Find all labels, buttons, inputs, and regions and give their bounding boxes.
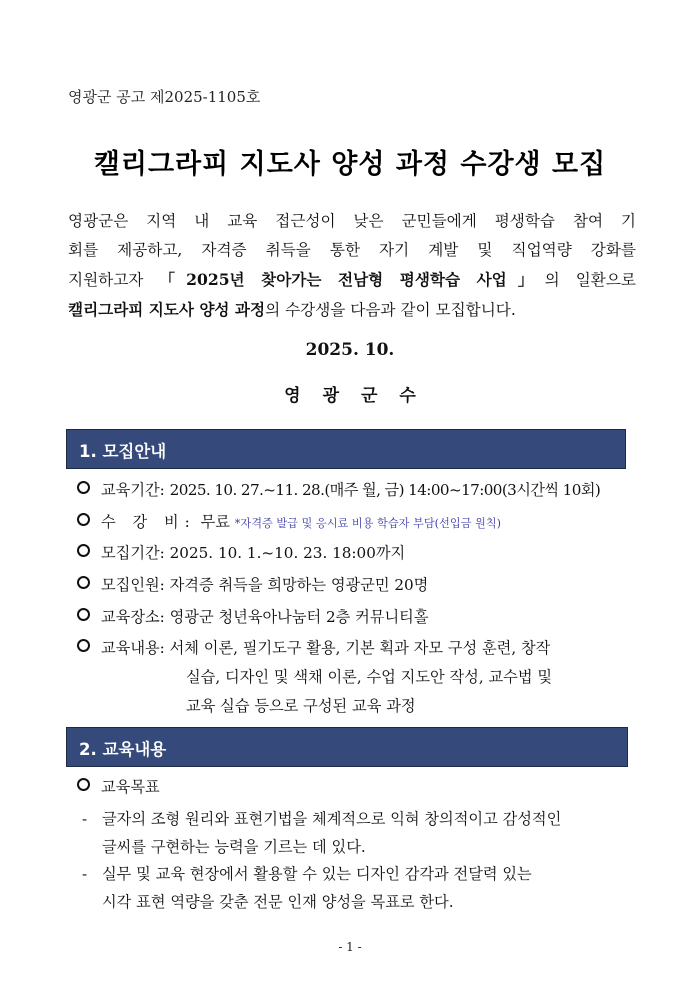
goal-line: 글자의 조형 원리와 표현기법을 체계적으로 익혀 창의적이고 감성적인 <box>102 810 562 828</box>
fee-note: *자격증 발급 및 응시료 비용 학습자 부담(선입금 원칙) <box>234 517 501 530</box>
section-header-education <box>66 727 628 767</box>
item-label: 모집기간: <box>101 544 165 562</box>
item-value: 자격증 취득을 희망하는 영광군민 20명 <box>169 576 429 594</box>
document-title: 캘리그라피 지도사 양성 과정 수강생 모집 <box>93 149 607 180</box>
project-name: 「2025년 찾아가는 전남형 평생학습 사업」 <box>159 270 545 289</box>
goal-line: 시각 표현 역량을 갖춘 전문 인재 양성을 목표로 한다. <box>102 893 454 911</box>
issuer-name: 영광군수 <box>284 386 438 406</box>
intro-text: 의 수강생을 다음과 같이 모집합니다. <box>265 301 516 319</box>
info-item-recruit-period <box>76 539 636 568</box>
circle-bullet-icon <box>77 608 90 621</box>
goal-heading <box>76 773 636 802</box>
page-number: - 1 - <box>338 940 362 954</box>
intro-paragraph <box>68 207 636 325</box>
item-label: 교육장소: <box>101 608 165 626</box>
item-value: 서체 이론, 필기도구 활용, 기본 획과 자모 구성 훈련, 창작 <box>169 639 551 657</box>
item-value-continuation: 실습, 디자인 및 색채 이론, 수업 지도안 작성, 교수법 및 <box>186 668 553 686</box>
goal-point <box>82 860 638 916</box>
item-value: 무료 <box>200 513 230 531</box>
intro-line <box>68 295 636 325</box>
item-value: 2025. 10. 27.~11. 28.(매주 월, 금) 14:00~17:00(3시간씩 10회) <box>169 481 601 499</box>
info-item-period <box>76 476 636 505</box>
circle-bullet-icon <box>77 576 90 589</box>
info-item-location <box>76 603 636 632</box>
dash-bullet-icon: - <box>82 810 88 828</box>
circle-bullet-icon <box>77 544 90 557</box>
goal-point <box>82 805 638 861</box>
item-value-continuation: 교육 실습 등으로 구성된 교육 과정 <box>186 697 416 715</box>
section-title: 2. 교육내용 <box>79 740 167 759</box>
circle-bullet-icon <box>77 639 90 652</box>
info-item-content <box>76 634 636 663</box>
item-label: 모집인원: <box>101 576 165 594</box>
item-label: 수 강 비: <box>101 513 196 531</box>
item-value: 영광군 청년육아나눔터 2층 커뮤니티홀 <box>169 608 429 626</box>
course-name: 캘리그라피 지도사 양성 과정 <box>68 300 266 319</box>
intro-text: 지원하고자 <box>68 271 160 289</box>
info-item-fee <box>76 508 636 538</box>
item-label: 교육기간: <box>101 481 165 499</box>
circle-bullet-icon <box>77 778 90 791</box>
goal-line: 글씨를 구현하는 능력을 기르는 데 있다. <box>102 838 366 856</box>
intro-line: 회를 제공하고, 자격증 취득을 통한 자기 계발 및 직업역량 강화를 <box>68 241 636 259</box>
announcement-date: 2025. 10. <box>305 340 395 360</box>
dash-bullet-icon: - <box>82 865 88 883</box>
circle-bullet-icon <box>77 513 90 526</box>
notice-number: 영광군 공고 제2025-1105호 <box>68 88 261 106</box>
intro-line <box>68 265 636 295</box>
circle-bullet-icon <box>77 481 90 494</box>
subheading: 교육목표 <box>101 778 160 796</box>
section-title: 1. 모집안내 <box>79 442 167 461</box>
section-header-recruitment <box>66 429 626 469</box>
info-item-capacity <box>76 571 636 600</box>
item-value: 2025. 10. 1.~10. 23. 18:00까지 <box>169 544 406 562</box>
intro-line: 영광군은 지역 내 교육 접근성이 낮은 군민들에게 평생학습 참여 기 <box>68 212 636 230</box>
goal-line: 실무 및 교육 현장에서 활용할 수 있는 디자인 감각과 전달력 있는 <box>102 865 532 883</box>
item-label: 교육내용: <box>101 639 165 657</box>
intro-text: 의 일환으로 <box>544 271 636 289</box>
